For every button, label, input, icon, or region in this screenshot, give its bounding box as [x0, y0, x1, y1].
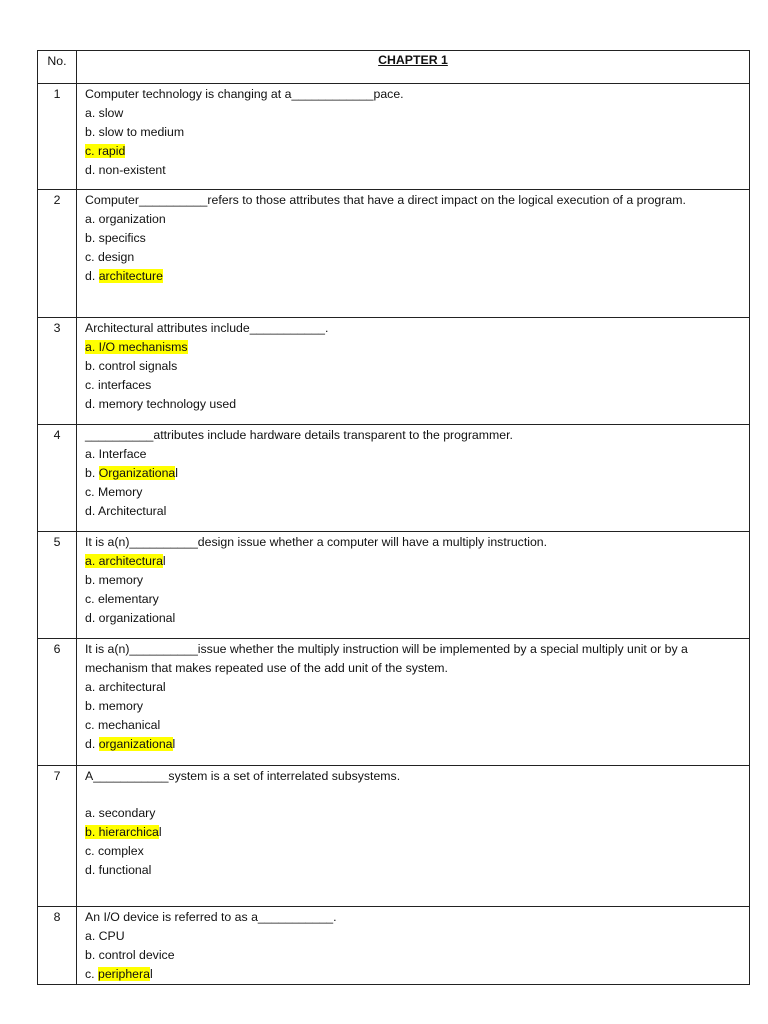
answer-option	[85, 161, 749, 180]
highlighted-answer: c. rapid	[85, 144, 126, 158]
table-header-row	[38, 51, 750, 84]
answer-option	[85, 716, 749, 735]
answer-option	[85, 823, 749, 842]
question-text: Computer technology is changing at a____________pace.	[85, 87, 404, 101]
question-number: 6	[38, 639, 77, 766]
option-text: b. memory	[85, 699, 144, 713]
answer-option	[85, 464, 749, 483]
question-body	[77, 425, 750, 532]
question-row	[38, 425, 750, 532]
option-text: c. complex	[85, 844, 144, 858]
option-text: d. memory technology used	[85, 397, 237, 411]
question-text: Architectural attributes include___________.	[85, 321, 329, 335]
answer-option	[85, 395, 749, 414]
question-number: 7	[38, 766, 77, 907]
answer-option	[85, 678, 749, 697]
option-text: d. Architectural	[85, 504, 167, 518]
answer-option	[85, 123, 749, 142]
question-body	[77, 766, 750, 907]
question-text: It is a(n)__________issue whether the multiply instruction will be implemented by a special multiply unit or by a mechanism that makes repeated use of the add unit of the system.	[85, 642, 688, 675]
question-row	[38, 190, 750, 318]
answer-option	[85, 445, 749, 464]
highlighted-answer: a. architectura	[85, 554, 163, 568]
question-list	[38, 84, 750, 985]
answer-option	[85, 804, 749, 823]
question-body	[77, 532, 750, 639]
answer-option	[85, 946, 749, 965]
answer-option	[85, 267, 749, 286]
answer-option	[85, 735, 749, 754]
option-text: b.	[85, 466, 99, 480]
blank-spacer	[85, 786, 749, 804]
answer-option	[85, 552, 749, 571]
option-text: d.	[85, 269, 99, 283]
option-text: c. interfaces	[85, 378, 152, 392]
answer-option	[85, 842, 749, 861]
option-text: c. elementary	[85, 592, 159, 606]
answer-option	[85, 609, 749, 628]
option-text: d.	[85, 737, 99, 751]
question-number: 2	[38, 190, 77, 318]
option-text: l	[149, 967, 153, 981]
answer-option	[85, 861, 749, 880]
answer-option	[85, 697, 749, 716]
highlighted-answer: b. hierarchica	[85, 825, 159, 839]
question-body	[77, 318, 750, 425]
chapter-title: CHAPTER 1	[77, 51, 750, 84]
answer-option	[85, 483, 749, 502]
question-row	[38, 766, 750, 907]
question-text: A___________system is a set of interrelated subsystems.	[85, 769, 401, 783]
answer-option	[85, 927, 749, 946]
option-text: l	[158, 825, 162, 839]
question-body	[77, 639, 750, 766]
option-text: a. Interface	[85, 447, 147, 461]
option-text: c. mechanical	[85, 718, 161, 732]
question-number: 1	[38, 84, 77, 190]
option-text: l	[162, 554, 166, 568]
highlighted-answer: architecture	[98, 269, 163, 283]
option-text: c. design	[85, 250, 135, 264]
question-row	[38, 639, 750, 766]
answer-option	[85, 965, 749, 984]
question-row	[38, 84, 750, 190]
option-text: l	[172, 737, 176, 751]
question-row	[38, 907, 750, 985]
question-number: 5	[38, 532, 77, 639]
option-text: b. control signals	[85, 359, 178, 373]
question-body	[77, 907, 750, 985]
option-text: a. architectural	[85, 680, 166, 694]
answer-option	[85, 376, 749, 395]
option-text: a. CPU	[85, 929, 125, 943]
number-column-header: No.	[38, 51, 77, 84]
question-text: Computer__________refers to those attributes that have a direct impact on the logical execution of a program.	[85, 193, 686, 207]
option-text: c.	[85, 967, 98, 981]
question-text: __________attributes include hardware details transparent to the programmer.	[85, 428, 513, 442]
question-number: 3	[38, 318, 77, 425]
option-text: a. organization	[85, 212, 166, 226]
answer-option	[85, 248, 749, 267]
answer-option	[85, 210, 749, 229]
highlighted-answer: organizationa	[98, 737, 173, 751]
question-text: It is a(n)__________design issue whether a computer will have a multiply instruction.	[85, 535, 548, 549]
answer-option	[85, 502, 749, 521]
option-text: l	[175, 466, 178, 480]
question-body	[77, 84, 750, 190]
answer-option	[85, 590, 749, 609]
option-text: b. specifics	[85, 231, 146, 245]
option-text: b. memory	[85, 573, 144, 587]
highlighted-answer: Organizationa	[98, 466, 176, 480]
option-text: b. control device	[85, 948, 175, 962]
answer-option	[85, 142, 749, 161]
question-number: 8	[38, 907, 77, 985]
question-row	[38, 318, 750, 425]
answer-option	[85, 338, 749, 357]
answer-option	[85, 104, 749, 123]
question-body	[77, 190, 750, 318]
option-text: d. organizational	[85, 611, 176, 625]
option-text: d. functional	[85, 863, 152, 877]
answer-option	[85, 229, 749, 248]
question-row	[38, 532, 750, 639]
highlighted-answer: periphera	[97, 967, 150, 981]
option-text: a. slow	[85, 106, 124, 120]
question-number: 4	[38, 425, 77, 532]
answer-option	[85, 357, 749, 376]
option-text: c. Memory	[85, 485, 143, 499]
option-text: d. non-existent	[85, 163, 166, 177]
highlighted-answer: a. I/O mechanisms	[85, 340, 188, 354]
answer-option	[85, 571, 749, 590]
option-text: b. slow to medium	[85, 125, 185, 139]
option-text: a. secondary	[85, 806, 156, 820]
question-text: An I/O device is referred to as a___________.	[85, 910, 337, 924]
question-table	[37, 50, 750, 985]
